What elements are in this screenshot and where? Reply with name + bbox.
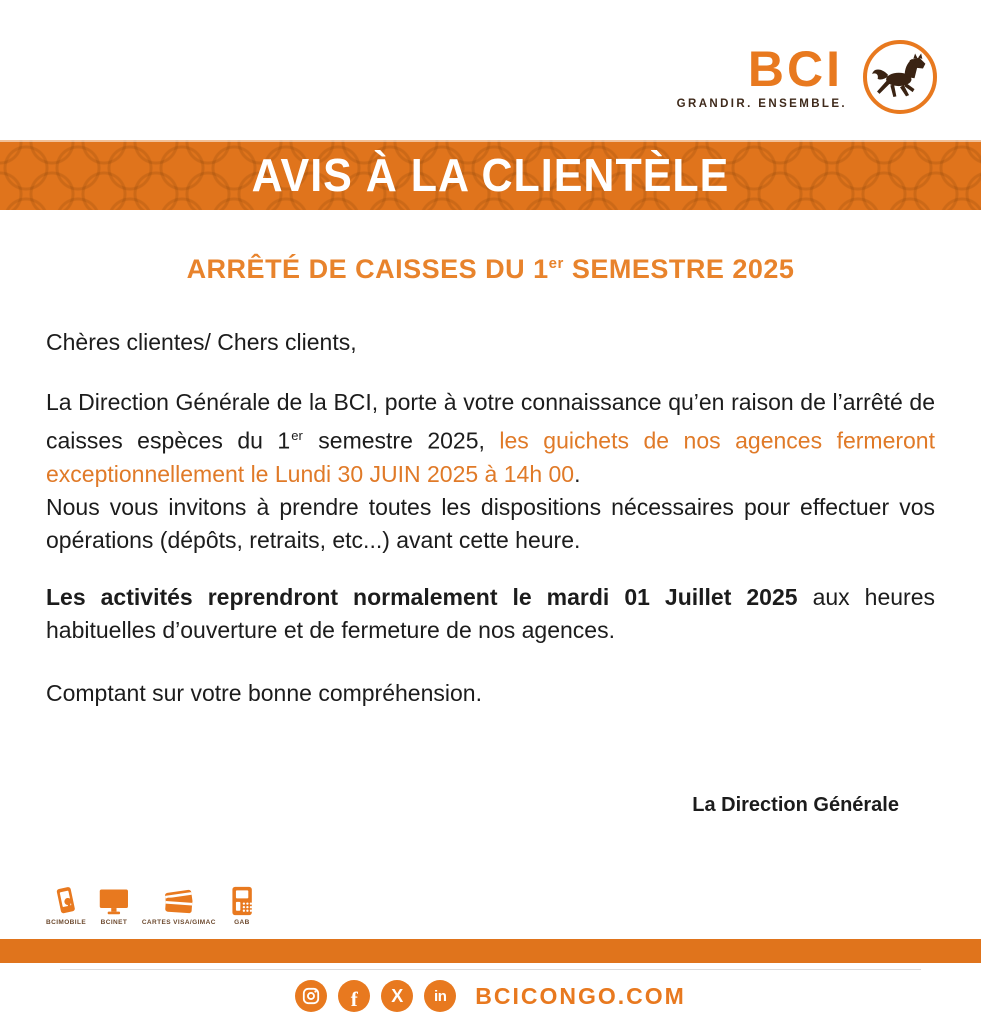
bank-cards-icon	[162, 886, 196, 916]
website-label[interactable]: BCICONGO.COM	[475, 982, 686, 1009]
service-cartes	[142, 886, 216, 926]
paragraph-closure: La Direction Générale de la BCI, porte à votre connaissance qu’en raison de l’arrêté de caisses espèces du 1er semestre 2025, les guichets de nos agences fermeront exceptionnellement le Lundi 30 JUIN 2025 à 14h 00.	[46, 389, 935, 487]
banner	[0, 140, 981, 210]
instagram-icon[interactable]	[295, 980, 327, 1012]
services-strip	[46, 886, 256, 926]
bci-logo	[677, 40, 937, 114]
banner-title: AVIS À LA CLIENTÈLE	[251, 149, 730, 202]
paragraph-thanks: Comptant sur votre bonne compréhension.	[46, 679, 482, 706]
brand-name: BCI	[747, 41, 843, 97]
service-bcimobile	[46, 886, 86, 926]
paragraph-resumption: Les activités reprendront normalement le mardi 01 Juillet 2025 aux heures habituelles d’ouverture et de fermeture de nos agences.	[46, 583, 935, 643]
service-label: CARTES VISA/GIMAC	[141, 919, 216, 926]
service-gab	[228, 886, 256, 926]
atm-icon	[228, 886, 256, 916]
internet-banking-icon	[98, 886, 130, 916]
service-bcinet	[98, 886, 130, 926]
brand-tagline: GRANDIR. ENSEMBLE.	[676, 98, 847, 110]
paragraph-instructions: Nous vous invitons à prendre toutes les dispositions nécessaires pour effectuer vos opérations (dépôts, retraits, etc...) avant cette heure.	[46, 493, 935, 553]
header	[0, 0, 981, 140]
service-label: GAB	[234, 919, 250, 926]
notice-heading: ARRÊTÉ DE CAISSES DU 1er SEMESTRE 2025	[186, 254, 795, 284]
signature: La Direction Générale	[692, 793, 899, 816]
mobile-banking-icon	[51, 886, 81, 916]
x-twitter-icon[interactable]: X	[381, 980, 413, 1012]
service-label: BCIMOBILE	[46, 919, 87, 926]
footer-divider	[60, 969, 921, 970]
facebook-icon[interactable]: f	[338, 980, 370, 1012]
highlighted-closure-text: les guichets de nos agences fermeront exceptionnellement le Lundi 30 JUIN 2025 à 14h 00	[46, 427, 935, 487]
footer-social-row	[0, 980, 981, 1012]
salutation: Chères clientes/ Chers clients,	[46, 329, 357, 355]
footer-bar	[0, 939, 981, 963]
service-label: BCINET	[100, 919, 128, 926]
notice-content	[0, 254, 981, 817]
linkedin-icon[interactable]: in	[424, 980, 456, 1012]
horse-icon	[863, 40, 937, 114]
